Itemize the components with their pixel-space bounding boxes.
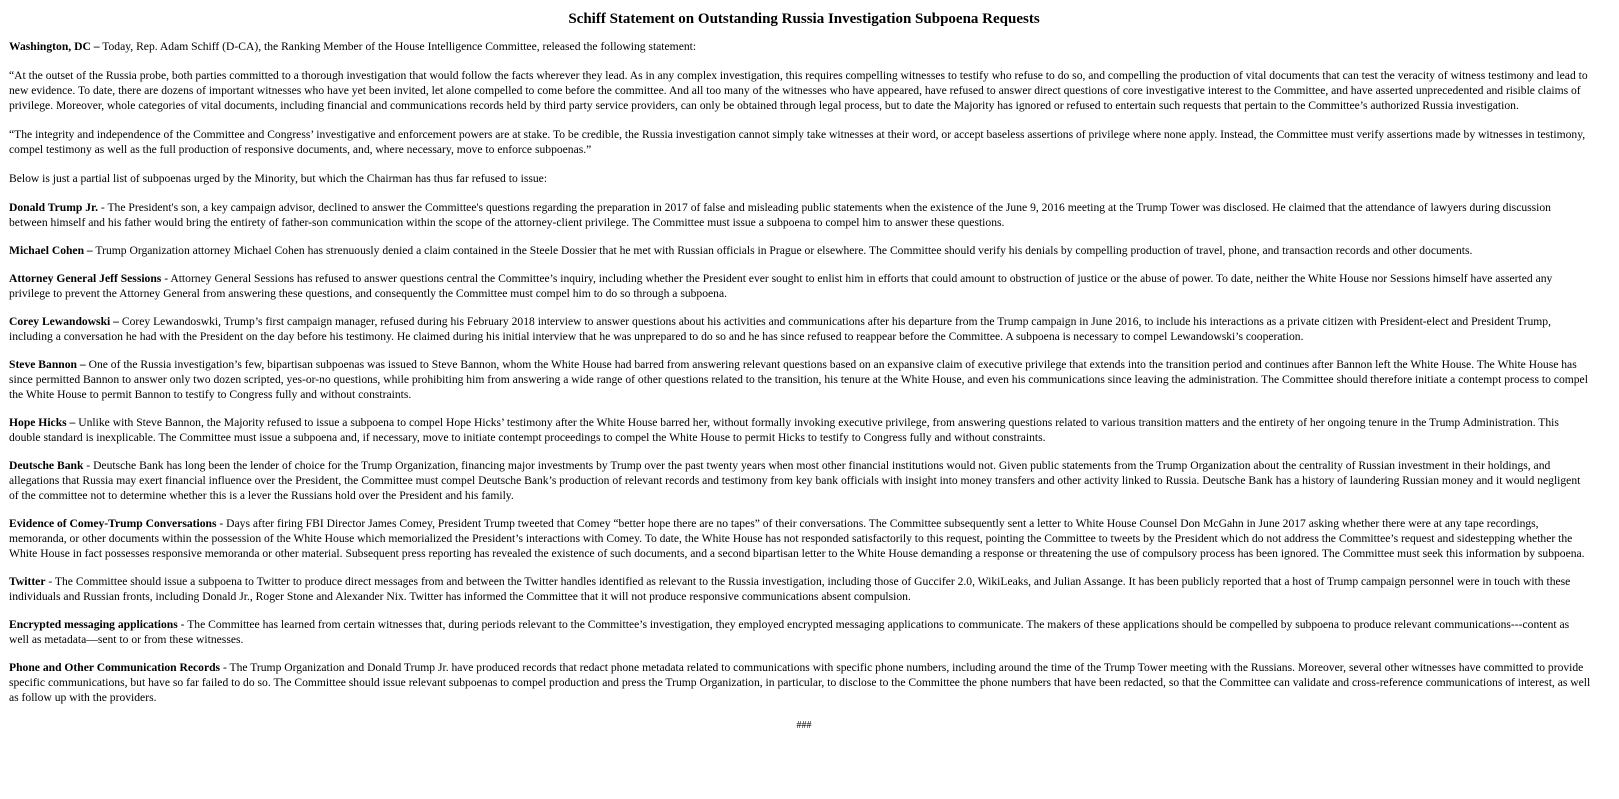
quote-paragraph-1: “At the outset of the Russia probe, both parties committed to a thorough investigation that would follow the facts wherever they lead. As in any complex investigation, this requires compelling witnesses to testify who refuse to do so, and compelling the production of vital documents that can test the veracity of witness testimony and lead to new evidence. To date, there are dozens of important witnesses who have yet been invited, let alone compelled to come before the committee. And all too many of the witnesses who have appeared, have refused to answer direct questions of core investigative interest to the Committee, and have asserted unprecedented and risible claims of privilege. Moreover, whole categories of vital documents, including financial and communications records held by third party service providers, can only be obtained through legal process, but to date the Majority has ignored or refused to entertain such requests that pertain to the Committee’s authorized Russia investigation.: [9, 69, 1588, 112]
subpoena-item-name: Evidence of Comey-Trump Conversations: [9, 517, 217, 530]
subpoena-item-name: Michael Cohen –: [9, 244, 93, 257]
quote-paragraph-2: “The integrity and independence of the Committee and Congress’ investigative and enforcement powers are at stake. To be credible, the Russia investigation cannot simply take witnesses at their word, or accept baseless assertions of privilege where none apply. Instead, the Committee must verify assertions made by witnesses in testimony, compel testimony as well as the full production of responsive documents, and, where necessary, move to enforce subpoenas.”: [9, 128, 1586, 156]
subpoena-item-text: - The Committee has learned from certain witnesses that, during periods relevant to the Committee’s investigation, they employed encrypted messaging applications to communicate. The makers of these applications should be compelled by subpoena to produce relevant communications---content as well as metadata—sent to or from these witnesses.: [9, 618, 1570, 646]
dateline-text: Today, Rep. Adam Schiff (D-CA), the Ranking Member of the House Intelligence Committee, released the following statement:: [99, 40, 697, 53]
subpoena-item-text: Unlike with Steve Bannon, the Majority refused to issue a subpoena to compel Hope Hicks’ testimony after the White House barred her, without formally invoking executive privilege, from answering questions related to various transition matters and the entirety of her ongoing tenure in the Trump Administration. This double standard is inexplicable. The Committee must issue a subpoena and, if necessary, move to initiate contempt proceedings to compel the White House to permit Hicks to testify to Congress fully and without constraints.: [9, 416, 1559, 444]
subpoena-item-text: - Days after firing FBI Director James Comey, President Trump tweeted that Comey “better hope there are no tapes” of their conversations. The Committee subsequently sent a letter to White House Counsel Don McGahn in June 2017 asking whether there were at any tape recordings, memoranda, or other documents within the possession of the White House which memorialized the President’s interactions with Comey. To date, the White House has not responded satisfactorily to this request, pointing the Committee to tweets by the President which do not address the Committee’s request and sidestepping whether the White House in fact possesses responsive memoranda or other material. Subsequent press reporting has revealed the existence of such documents, and a second bipartisan letter to the White House demanding a response or threatening the use of compulsory process has been ignored. The Committee must seek this information by subpoena.: [9, 517, 1585, 560]
subpoena-item-text: One of the Russia investigation’s few, bipartisan subpoenas was issued to Steve Bannon, whom the White House had barred from answering relevant questions based on an expansive claim of executive privilege that extends into the transition period and continues after Bannon left the White House. The White House has since permitted Bannon to answer only two dozen scripted, yes-or-no questions, while prohibiting him from answering a wide range of other questions related to the transition, his tenure at the White House, and even his communications since leaving the administration. The Committee should therefore initiate a contempt process to compel the White House to permit Bannon to testify to Congress fully and without constraints.: [9, 358, 1588, 401]
subpoena-item: [9, 271, 1592, 301]
subpoena-item-name: Attorney General Jeff Sessions: [9, 272, 162, 285]
subpoena-item-name: Steve Bannon –: [9, 358, 86, 371]
subpoena-item-text: Corey Lewandoswki, Trump’s first campaign manager, refused during his February 2018 interview to answer questions about his activities and communications after his departure from the Trump campaign in June 2016, to include his interactions as a private citizen with President-elect and President Trump, including a conversation he had with the President on the day before his testimony. He claimed during his initial interview that he was unprepared to do so and he has since refused to reappear before the Committee. A subpoena is necessary to compel Lewandowski’s cooperation.: [9, 315, 1551, 343]
subpoena-item: [9, 415, 1592, 445]
subpoena-item-name: Phone and Other Communication Records: [9, 661, 221, 674]
intro-paragraph: Below is just a partial list of subpoenas urged by the Minority, but which the Chairman has thus far refused to issue:: [9, 172, 548, 185]
subpoena-item: [9, 357, 1592, 402]
subpoena-item-text: - Deutsche Bank has long been the lender of choice for the Trump Organization, financing major investments by Trump over the past twenty years when most other financial institutions would not. Given public statements from the Trump Organization about the centrality of Russian investment in their holdings, and allegations that Russia may exert financial influence over the President, the Committee must compel Deutsche Bank’s production of relevant records and testimony from key bank officials with insight into money transfers and other activity linked to Russia. Deutsche Bank has a history of laundering Russian money and it would negligent of the committee not to determine whether this is a lever the Russians hold over the President and his family.: [9, 459, 1581, 502]
subpoena-item-name: Hope Hicks –: [9, 416, 76, 429]
subpoena-item-text: - The President's son, a key campaign advisor, declined to answer the Committee's questions regarding the preparation in 2017 of false and misleading public statements when the existence of the June 9, 2016 meeting at the Trump Tower was disclosed. He claimed that the attendance of lawyers during discussion between himself and his father would bring the entirety of father-son communication within the scope of the attorney-client privilege. The Committee must issue a subpoena to compel him to answer these questions.: [9, 201, 1551, 229]
subpoena-item-text: - The Trump Organization and Donald Trump Jr. have produced records that redact phone metadata related to communications with specific phone numbers, including around the time of the Trump Tower meeting with the Russians. Moreover, several other witnesses have committed to provide specific communications, but have so far failed to do so. The Committee should issue relevant subpoenas to compel production and press the Trump Organization, in particular, to disclose to the Committee the phone numbers that have been redacted, so that the Committee can validate and cross-reference communications of interest, as well as follow up with the providers.: [9, 661, 1591, 704]
subpoena-item: [9, 458, 1592, 503]
subpoena-item-name: Donald Trump Jr.: [9, 201, 99, 214]
subpoena-item-text: - The Committee should issue a subpoena to Twitter to produce direct messages from and between the Twitter handles identified as relevant to the Russia investigation, including those of Guccifer 2.0, WikiLeaks, and Julian Assange. It has been publicly reported that a host of Trump campaign personnel were in touch with these individuals and Russian fronts, including Donald Jr., Roger Stone and Alexander Nix. Twitter has informed the Committee that it will not produce responsive communications absent compulsion.: [9, 575, 1571, 603]
dateline-label: Washington, DC –: [9, 40, 100, 53]
subpoena-item-name: Encrypted messaging applications: [9, 618, 178, 631]
subpoena-item-text: Trump Organization attorney Michael Cohen has strenuously denied a claim contained in the Steele Dossier that he met with Russian officials in Prague or elsewhere. The Committee should verify his denials by compelling production of travel, phone, and transaction records and other documents.: [92, 244, 1473, 257]
page-title: Schiff Statement on Outstanding Russia Investigation Subpoena Requests: [568, 11, 1040, 27]
subpoena-item: [9, 617, 1592, 647]
subpoena-item-name: Corey Lewandowski –: [9, 315, 119, 328]
subpoena-item: [9, 200, 1592, 230]
subpoena-item: [9, 574, 1592, 604]
subpoena-item-name: Twitter: [9, 575, 46, 588]
subpoena-item-name: Deutsche Bank: [9, 459, 84, 472]
subpoena-item: [9, 243, 1592, 258]
subpoena-item: [9, 516, 1592, 561]
dateline-paragraph: [9, 39, 1592, 54]
subpoena-item-text: - Attorney General Sessions has refused to answer questions central the Committee’s inquiry, including whether the President ever sought to enlist him in efforts that could amount to obstruction of justice or the abuse of power. To date, neither the White House nor Sessions himself have asserted any privilege to prevent the Attorney General from answering these questions, and consequently the Committee must compel him to do so through a subpoena.: [9, 272, 1553, 300]
end-marker: ###: [796, 720, 812, 731]
subpoena-item: [9, 660, 1592, 705]
subpoena-item: [9, 314, 1592, 344]
